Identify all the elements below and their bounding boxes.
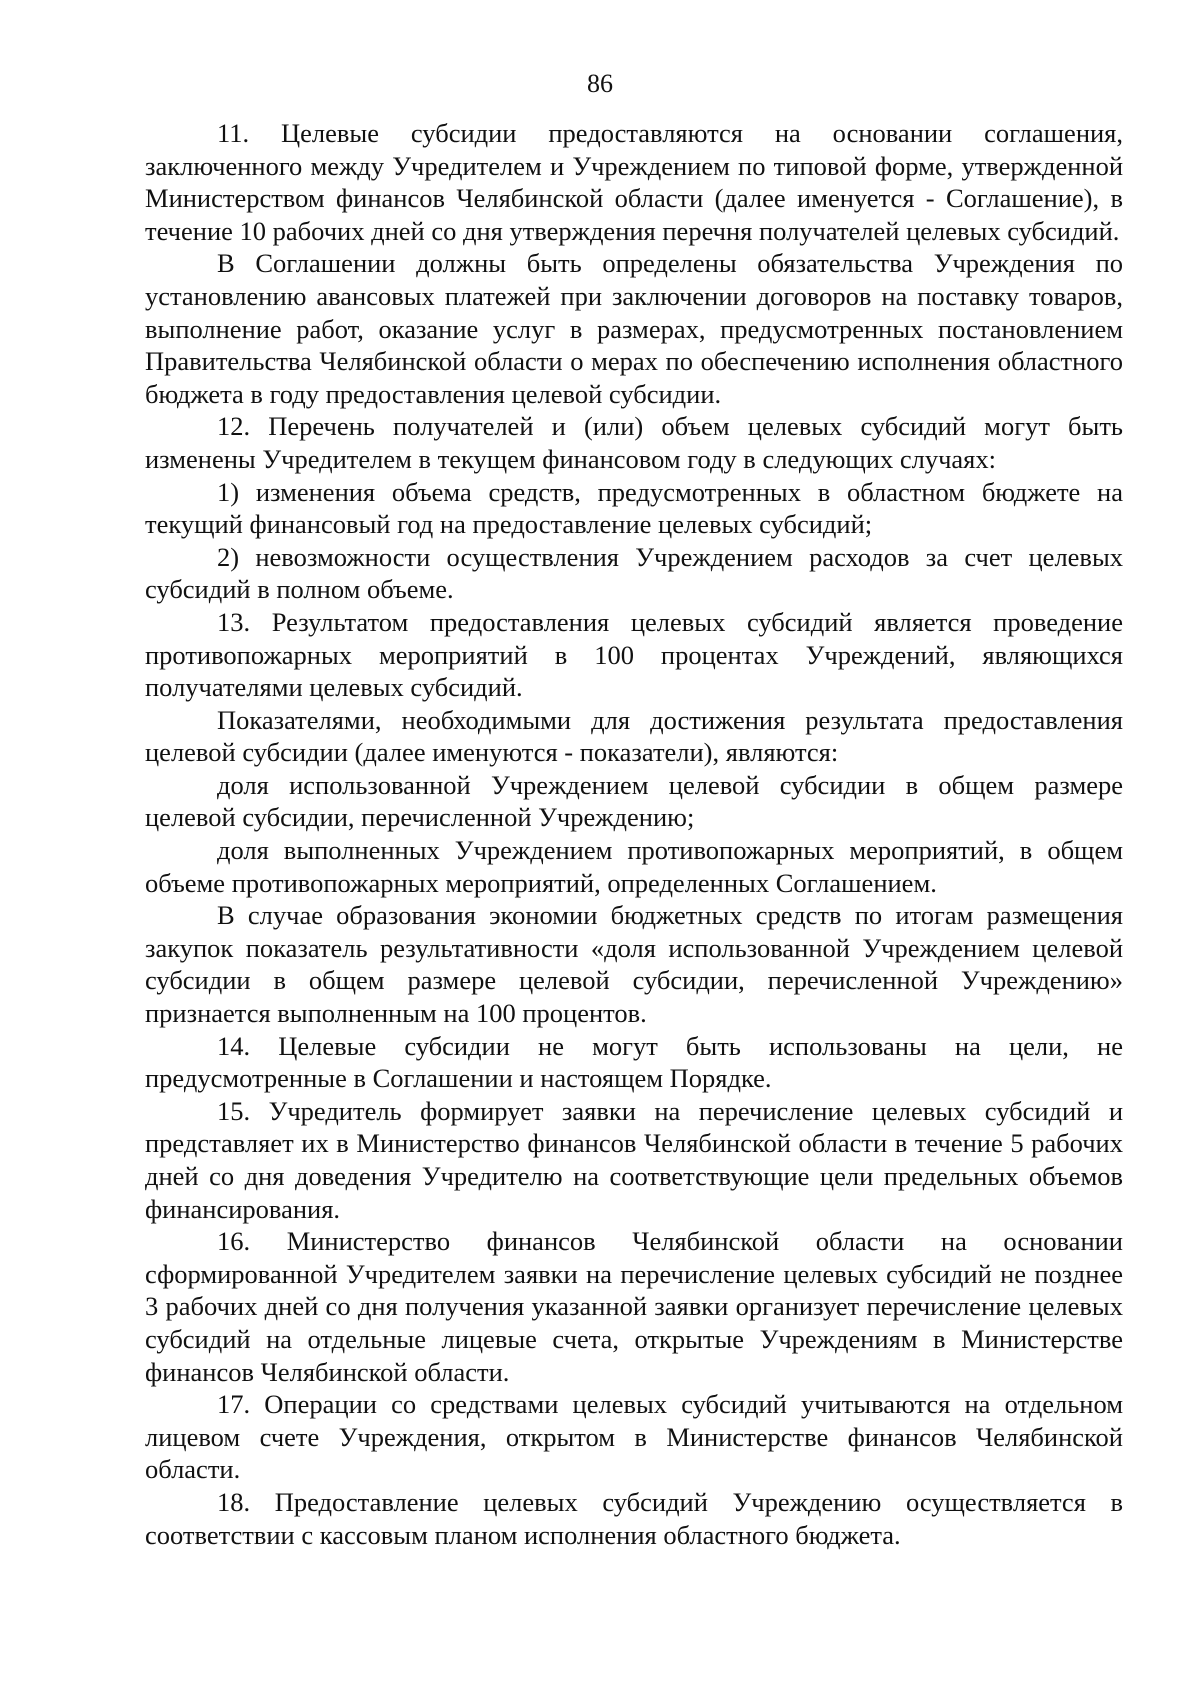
paragraph-15: 15. Учредитель формирует заявки на перечисление целевых субсидий и представляет их в Министерство финансов Челябинской области в течение 5 рабочих дней со дня доведения Учредителю на соответствующие цели предельных объемов финансирования. [145,1095,1123,1224]
page-number: 86 [587,69,613,98]
paragraph-13-indicator-2: доля выполненных Учреждением противопожарных мероприятий, в общем объеме противопожарных мероприятий, определенных Соглашением. [145,835,1123,898]
paragraph-11: 11. Целевые субсидии предоставляются на основании соглашения, заключенного между Учредителем и Учреждением по типовой форме, утвержденной Министерством финансов Челябинской области (далее именуется - Соглашение), в течение 10 рабочих дней со дня утверждения перечня получателей целевых субсидий. [145,118,1123,246]
paragraph-16: 16. Министерство финансов Челябинской области на основании сформированной Учредителем заявки на перечисление целевых субсидий не позднее 3 рабочих дней со дня получения указанной заявки организует перечисление целевых субсидий на отдельные лицевые счета, открытые Учреждениям в Министерстве финансов Челябинской области. [145,1226,1123,1387]
paragraph-13-indicators-intro: Показателями, необходимыми для достижения результата предоставления целевой субсидии (далее именуются - показатели), являются: [145,704,1123,768]
paragraph-12: 12. Перечень получателей и (или) объем целевых субсидий могут быть изменены Учредителем в текущем финансовом году в следующих случаях: [145,411,1123,474]
paragraph-11-agreement-obligations: В Соглашении должны быть определены обязательства Учреждения по установлению авансовых платежей при заключении договоров на поставку товаров, выполнение работ, оказание услуг в размерах, предусмотренных постановлением Правительства Челябинской области о мерах по обеспечению исполнения областного бюджета в году предоставления целевой субсидии. [145,248,1123,409]
document-body [145,117,1123,1551]
paragraph-12-item-1: 1) изменения объема средств, предусмотренных в областном бюджете на текущий финансовый год на предоставление целевых субсидий; [145,476,1123,540]
paragraph-14: 14. Целевые субсидии не могут быть использованы на цели, не предусмотренные в Соглашении и настоящем Порядке. [145,1030,1123,1094]
paragraph-17: 17. Операции со средствами целевых субсидий учитываются на отдельном лицевом счете Учреждения, открытом в Министерстве финансов Челябинской области. [145,1389,1123,1485]
paragraph-18: 18. Предоставление целевых субсидий Учреждению осуществляется в соответствии с кассовым планом исполнения областного бюджета. [145,1486,1123,1550]
paragraph-13: 13. Результатом предоставления целевых субсидий является проведение противопожарных мероприятий в 100 процентах Учреждений, являющихся получателями целевых субсидий. [145,606,1123,703]
paragraph-12-item-2: 2) невозможности осуществления Учреждением расходов за счет целевых субсидий в полном объеме. [145,541,1123,605]
paragraph-13-savings-case: В случае образования экономии бюджетных средств по итогам размещения закупок показатель результативности «доля использованной Учреждением целевой субсидии в общем размере целевой субсидии, перечисленной Учреждению» признается выполненным на 100 процентов. [145,900,1123,1029]
paragraph-13-indicator-1: доля использованной Учреждением целевой субсидии в общем размере целевой субсидии, перечисленной Учреждению; [145,769,1123,833]
